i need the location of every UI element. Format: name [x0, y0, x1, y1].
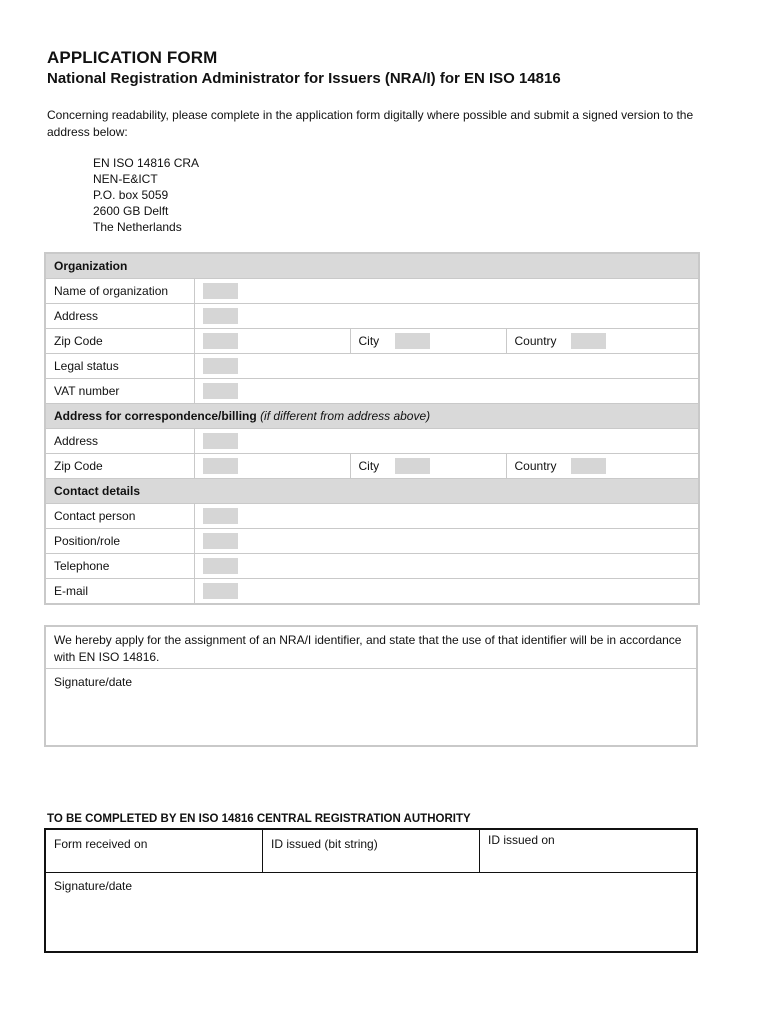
intro-text: Concerning readability, please complete in the application form digitally where possible and submit a signed version to the address below:: [47, 108, 694, 139]
billing-zip-field[interactable]: [203, 458, 238, 474]
vat-number-field[interactable]: [203, 383, 238, 399]
address-line: 2600 GB Delft: [93, 204, 169, 218]
contact-person-cell[interactable]: [194, 504, 699, 529]
form-title: APPLICATION FORM: [47, 48, 218, 67]
legal-status-cell[interactable]: [194, 354, 699, 379]
organization-country-cell[interactable]: [506, 329, 699, 354]
section-header-billing: [45, 404, 699, 429]
billing-city-field[interactable]: [395, 458, 430, 474]
section-title-text: Address for correspondence/billing: [54, 409, 257, 423]
form-row: [45, 454, 699, 479]
id-issued-bitstring-field[interactable]: ID issued (bit string): [263, 830, 480, 872]
declaration-statement: We hereby apply for the assignment of an NRA/I identifier, and state that the use of that identifier will be in accordance with EN ISO 14816.: [46, 627, 696, 669]
mailing-address: [93, 155, 199, 235]
section-title: Contact details: [45, 479, 699, 504]
field-label: Zip Code: [45, 329, 194, 354]
section-title: [45, 404, 699, 429]
form-row: [45, 529, 699, 554]
declaration-box: [44, 625, 698, 747]
form-row: [45, 429, 699, 454]
field-label: City: [358, 334, 380, 348]
email-field[interactable]: [203, 583, 238, 599]
form-row: [45, 304, 699, 329]
form-row: [45, 504, 699, 529]
field-label: Country: [514, 334, 557, 348]
form-row: [45, 554, 699, 579]
form-row: [45, 379, 699, 404]
cra-box: [44, 828, 698, 953]
form-row: [45, 579, 699, 605]
address-line: EN ISO 14816 CRA: [93, 156, 200, 170]
field-label: Name of organization: [45, 279, 194, 304]
telephone-cell[interactable]: [194, 554, 699, 579]
section-title: Organization: [45, 253, 699, 279]
telephone-field[interactable]: [203, 558, 238, 574]
address-line: NEN-E&ICT: [93, 172, 158, 186]
field-label: Position/role: [45, 529, 194, 554]
organization-address-cell[interactable]: [194, 304, 699, 329]
email-cell[interactable]: [194, 579, 699, 605]
vat-number-cell[interactable]: [194, 379, 699, 404]
billing-address-field[interactable]: [203, 433, 238, 449]
field-label: Country: [514, 459, 557, 473]
position-role-cell[interactable]: [194, 529, 699, 554]
field-label: Address: [45, 304, 194, 329]
organization-city-field[interactable]: [395, 333, 430, 349]
address-line: The Netherlands: [93, 220, 182, 234]
form-row: [45, 279, 699, 304]
organization-zip-cell[interactable]: [194, 329, 350, 354]
organization-address-field[interactable]: [203, 308, 238, 324]
organization-zip-field[interactable]: [203, 333, 238, 349]
legal-status-field[interactable]: [203, 358, 238, 374]
field-label: E-mail: [45, 579, 194, 605]
position-role-field[interactable]: [203, 533, 238, 549]
organization-name-cell[interactable]: [194, 279, 699, 304]
field-label: Address: [45, 429, 194, 454]
organization-city-cell[interactable]: [350, 329, 506, 354]
billing-zip-cell[interactable]: [194, 454, 350, 479]
field-label: Telephone: [45, 554, 194, 579]
address-line: P.O. box 5059: [93, 188, 169, 202]
field-label: Zip Code: [45, 454, 194, 479]
section-header-organization: [45, 253, 699, 279]
id-issued-on-field[interactable]: ID issued on: [488, 833, 555, 847]
form-row: [45, 329, 699, 354]
field-label: Contact person: [45, 504, 194, 529]
billing-address-cell[interactable]: [194, 429, 699, 454]
form-subtitle: National Registration Administrator for Issuers (NRA/I) for EN ISO 14816: [47, 70, 561, 87]
billing-country-cell[interactable]: [506, 454, 699, 479]
field-label: VAT number: [45, 379, 194, 404]
field-label: City: [358, 459, 380, 473]
section-header-contact: [45, 479, 699, 504]
cra-signature-date-field[interactable]: Signature/date: [54, 879, 133, 893]
field-label: Legal status: [45, 354, 194, 379]
organization-name-field[interactable]: [203, 283, 238, 299]
signature-date-field[interactable]: Signature/date: [54, 675, 133, 689]
cra-row: [46, 830, 696, 873]
application-form-table: [44, 252, 700, 605]
contact-person-field[interactable]: [203, 508, 238, 524]
cra-section-heading: TO BE COMPLETED BY EN ISO 14816 CENTRAL REGISTRATION AUTHORITY: [47, 813, 471, 825]
section-title-note: (if different from address above): [260, 409, 431, 423]
billing-country-field[interactable]: [571, 458, 606, 474]
billing-city-cell[interactable]: [350, 454, 506, 479]
form-received-field[interactable]: Form received on: [46, 830, 263, 872]
form-row: [45, 354, 699, 379]
organization-country-field[interactable]: [571, 333, 606, 349]
